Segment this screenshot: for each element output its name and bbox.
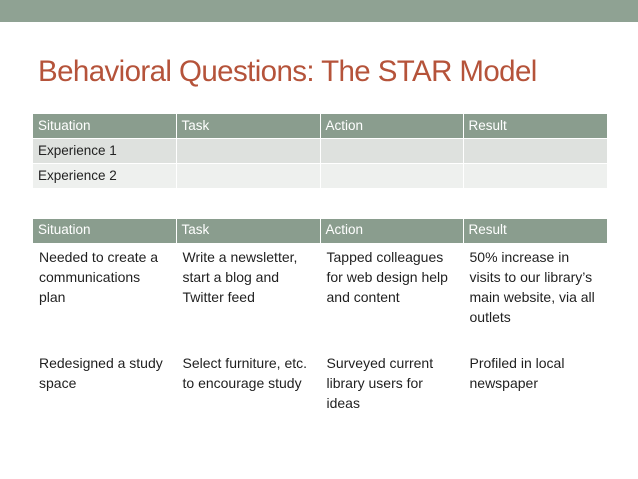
- slide-title: Behavioral Questions: The STAR Model: [38, 55, 537, 88]
- table-header-row: [33, 114, 607, 138]
- cell-task: Write a newsletter, start a blog and Twitter feed: [176, 243, 320, 349]
- header-task: Task: [176, 219, 320, 243]
- star-example-table: [33, 219, 607, 413]
- cell-action: Surveyed current library users for ideas: [320, 349, 463, 413]
- header-task: Task: [176, 114, 320, 138]
- cell-result: 50% increase in visits to our library’s main website, via all outlets: [463, 243, 607, 349]
- cell-result: [463, 163, 607, 188]
- table-row: [33, 243, 607, 349]
- cell-task: Select furniture, etc. to encourage study: [176, 349, 320, 413]
- cell-situation: Redesigned a study space: [33, 349, 176, 413]
- header-situation: Situation: [33, 114, 176, 138]
- table-row: [33, 138, 607, 163]
- cell-situation: Needed to create a communications plan: [33, 243, 176, 349]
- table-row: [33, 163, 607, 188]
- cell-action: [320, 163, 463, 188]
- table-row: [33, 349, 607, 413]
- cell-task: [176, 163, 320, 188]
- cell-situation: Experience 2: [33, 163, 176, 188]
- cell-action: Tapped colleagues for web design help and content: [320, 243, 463, 349]
- header-result: Result: [463, 114, 607, 138]
- cell-action: [320, 138, 463, 163]
- cell-result: Profiled in local newspaper: [463, 349, 607, 413]
- star-template-table: [33, 114, 607, 188]
- cell-situation: Experience 1: [33, 138, 176, 163]
- cell-result: [463, 138, 607, 163]
- header-action: Action: [320, 114, 463, 138]
- header-action: Action: [320, 219, 463, 243]
- header-result: Result: [463, 219, 607, 243]
- top-accent-bar: [0, 0, 638, 22]
- cell-task: [176, 138, 320, 163]
- table-header-row: [33, 219, 607, 243]
- header-situation: Situation: [33, 219, 176, 243]
